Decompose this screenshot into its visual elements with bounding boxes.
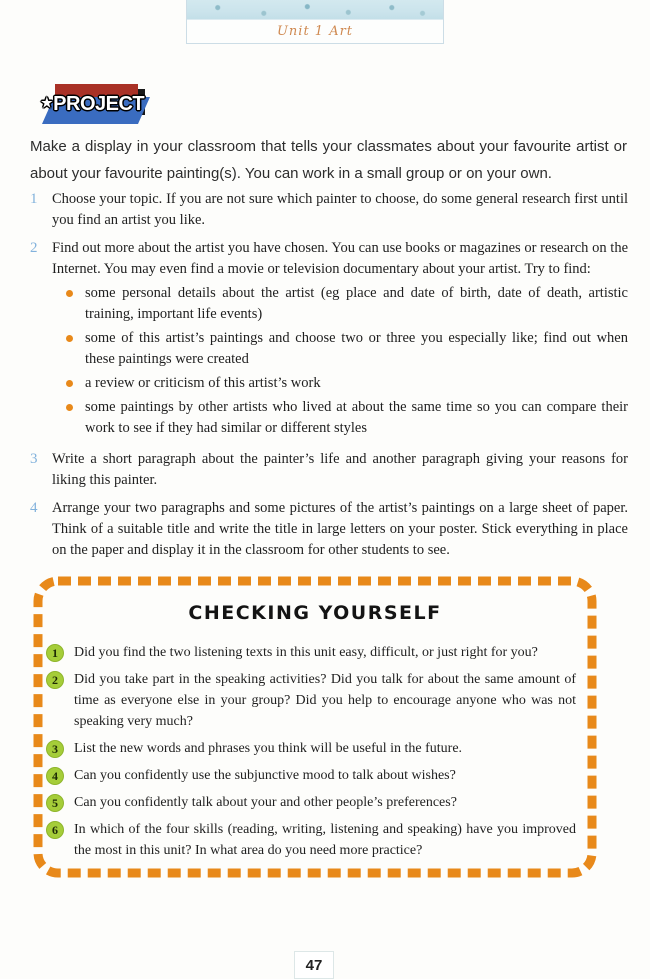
checking-items-list bbox=[46, 642, 576, 867]
step-number: 2 bbox=[30, 240, 38, 256]
checking-item-text: List the new words and phrases you think will be useful in the future. bbox=[74, 741, 463, 756]
checking-item-3 bbox=[46, 738, 576, 759]
checking-yourself-box bbox=[33, 576, 597, 878]
unit-header-banner bbox=[186, 0, 444, 44]
item-number-badge: 2 bbox=[46, 671, 64, 689]
step-2-lead-text: Find out more about the artist you have chosen. You can use books or magazines or research on the Internet. You may even find a movie or television documentary about your artist. Try to find: bbox=[52, 240, 628, 277]
checking-item-1 bbox=[46, 642, 576, 663]
banner-artwork-image bbox=[187, 0, 443, 20]
bullet-dot-icon bbox=[66, 404, 73, 411]
step-text: Write a short paragraph about the painter’s life and another paragraph giving your reasons for liking this painter. bbox=[52, 451, 628, 488]
step-item-3 bbox=[30, 449, 628, 491]
checking-yourself-title: CHECKING YOURSELF bbox=[188, 602, 442, 624]
bullet-text: some paintings by other artists who lived at about the same time so you can compare their work to see if they had similar or different styles bbox=[85, 399, 628, 436]
step-number: 1 bbox=[30, 191, 38, 207]
item-number-badge: 5 bbox=[46, 794, 64, 812]
bullet-dot-icon bbox=[66, 335, 73, 342]
unit-title: Unit 1 Art bbox=[276, 24, 354, 39]
checking-item-text: In which of the four skills (reading, writing, listening and speaking) have you improved the most in this unit? In what area do you need more practice? bbox=[74, 822, 576, 858]
bullet-item bbox=[52, 373, 628, 394]
checking-item-5 bbox=[46, 792, 576, 813]
bullet-dot-icon bbox=[66, 380, 73, 387]
star-icon: ★ bbox=[41, 95, 53, 110]
checking-item-6 bbox=[46, 819, 576, 861]
checking-item-2 bbox=[46, 669, 576, 732]
item-number-badge: 3 bbox=[46, 740, 64, 758]
project-steps-list bbox=[30, 189, 628, 568]
checking-item-text: Did you find the two listening texts in this unit easy, difficult, or just right for you? bbox=[74, 645, 538, 660]
page-number-box bbox=[294, 951, 334, 979]
checking-item-text: Can you confidently use the subjunctive mood to talk about wishes? bbox=[74, 768, 456, 783]
checking-item-text: Did you take part in the speaking activities? Did you talk for about the same amount of time as everyone else in your group? Did you help to encourage anyone who was not speaking very much? bbox=[74, 672, 576, 729]
step-number: 4 bbox=[30, 500, 38, 516]
step-2-bullet-list bbox=[52, 283, 628, 439]
bullet-dot-icon bbox=[66, 290, 73, 297]
bullet-text: some of this artist’s paintings and choose two or three you especially like; find out when these paintings were created bbox=[85, 330, 628, 367]
bullet-item bbox=[52, 397, 628, 439]
step-item-2 bbox=[30, 238, 628, 442]
bullet-item bbox=[52, 283, 628, 325]
project-intro-paragraph: Make a display in your classroom that tells your classmates about your favourite artist or about your favourite painting(s). You can work in a small group or on your own. bbox=[30, 138, 627, 182]
project-logo-label: PROJECT bbox=[53, 93, 145, 115]
step-item-1 bbox=[30, 189, 628, 231]
page-number: 47 bbox=[305, 956, 323, 974]
item-number-badge: 1 bbox=[46, 644, 64, 662]
step-text: Arrange your two paragraphs and some pictures of the artist’s paintings on a large sheet of paper. Think of a suitable title and write the title in large letters on your poster. Stick everything in place on the paper and display it in the classroom for other students to see. bbox=[52, 500, 628, 558]
bullet-text: some personal details about the artist (eg place and date of birth, date of death, artistic training, important life events) bbox=[85, 285, 628, 322]
item-number-badge: 6 bbox=[46, 821, 64, 839]
bullet-item bbox=[52, 328, 628, 370]
step-item-4 bbox=[30, 498, 628, 561]
project-logo-text bbox=[41, 93, 147, 116]
unit-label-row bbox=[187, 20, 443, 43]
item-number-badge: 4 bbox=[46, 767, 64, 785]
step-text: Choose your topic. If you are not sure which painter to choose, do some general research first until you find an artist you like. bbox=[52, 191, 628, 228]
step-text bbox=[52, 238, 628, 442]
step-number: 3 bbox=[30, 451, 38, 467]
checking-item-4 bbox=[46, 765, 576, 786]
checking-item-text: Can you confidently talk about your and other people’s preferences? bbox=[74, 795, 457, 810]
project-logo bbox=[38, 84, 148, 126]
bullet-text: a review or criticism of this artist’s work bbox=[85, 375, 321, 391]
